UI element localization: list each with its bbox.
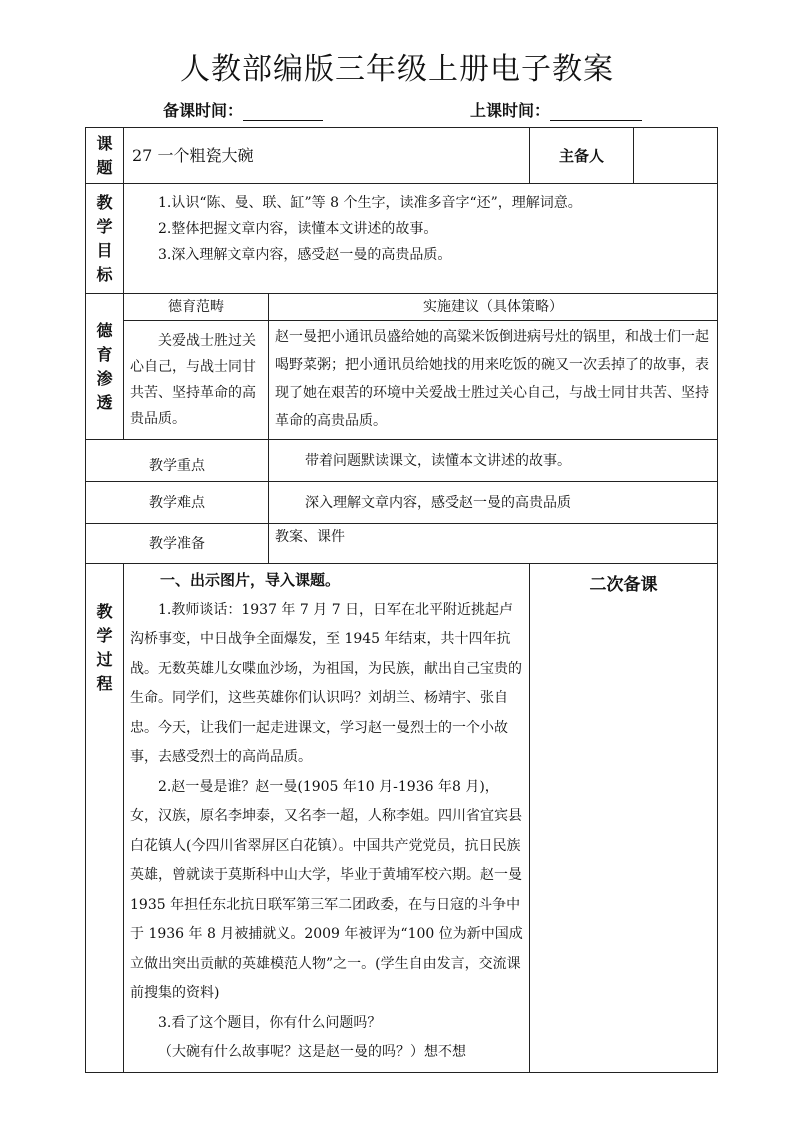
process-paragraph: （大碗有什么故事呢？这是赵一曼的吗？）想不想 [158,1044,466,1060]
difficulty-value: 深入理解文章内容，感受赵一曼的高贵品质 [269,482,718,524]
lead-value [634,128,718,184]
key-point-label: 教学重点 [86,440,269,482]
page-title: 人教部编版三年级上册电子教案 [180,52,614,87]
section-title: 一、出示图片，导入课题。 [160,571,341,589]
objective-item: 2.整体把握文章内容，读懂本文讲述的故事。 [158,221,438,237]
key-point-row [86,440,718,482]
objective-item: 1.认识“陈、曼、联、缸”等 8 个生字，读准多音字“还”，理解词意。 [158,195,582,211]
moral-category: 关爱战士胜过关心自己，与战士同甘共苦、坚持革命的高贵品质。 [124,321,269,440]
moral-strategy: 赵一曼把小通讯员盛给她的高粱米饭倒进病号灶的锅里，和战士们一起喝野菜粥；把小通讯员给她找的用来吃饭的碗又一次丢掉了的故事，表现了她在艰苦的环境中关爱战士胜过关心自己，与战士同甘共苦、坚持革命的高贵品质。 [269,321,718,440]
difficulty-row [86,482,718,524]
objective-item: 3.深入理解文章内容，感受赵一曼的高贵品质。 [158,247,452,263]
class-time-blank [550,102,642,121]
topic-label: 课 题 [86,128,124,184]
moral-strategy-header: 实施建议（具体策略） [269,294,718,321]
class-time [470,98,642,121]
moral-category-header: 德育范畴 [124,294,269,321]
moral-label: 德 育 渗 透 [86,294,124,440]
difficulty-label: 教学难点 [86,482,269,524]
process-paragraph: 1.教师谈话：1937 年 7 月 7 日，日军在北平附近挑起卢沟桥事变，中日战争全面爆发，至 1945 年结束，共十四年抗战。无数英雄儿女喋血沙场，为祖国，为民族，献出自己宝贵的生命。同学们，这些英雄你们认识吗？刘胡兰、杨靖宇、张自忠。今天，让我们一起走进课文，学习赵一曼烈士的一个小故事，去感受烈士的高尚品质。 [130,601,522,765]
preparation-label: 教学准备 [86,524,269,564]
objectives-label: 教 学 目 标 [86,184,124,294]
topic-row [86,128,718,184]
moral-content-row [86,321,718,440]
class-time-label: 上课时间： [470,101,551,120]
preparation-value: 教案、课件 [269,524,718,564]
prep-time-label: 备课时间： [163,101,244,120]
process-label: 教 学 过 程 [86,564,124,1073]
key-point-value: 带着问题默读课文，读懂本文讲述的故事。 [269,440,718,482]
secondary-prep-header: 二次备课 [530,564,718,1073]
topic-value: 27 一个粗瓷大碗 [124,128,530,184]
process-content [124,564,530,1073]
process-row [86,564,718,1073]
prep-time-blank [243,102,323,121]
objectives-row [86,184,718,294]
preparation-row [86,524,718,564]
moral-header-row [86,294,718,321]
prep-time [163,98,323,121]
process-paragraph: 3.看了这个题目，你有什么问题吗？ [158,1014,382,1031]
lead-label: 主备人 [530,128,634,184]
lesson-plan-table [85,127,718,1073]
process-paragraph: 2.赵一曼是谁？赵一曼(1905 年10 月-1936 年8 月)，女，汉族，原名李坤泰，又名李一超，人称李姐。四川省宜宾县白花镇人(今四川省翠屏区白花镇）。中国共产党党员，抗日民族英雄，曾就读于莫斯科中山大学，毕业于黄埔军校六期。赵一曼 1935 年担任东北抗日联军第三军二团政委，在与日寇的斗争中于 1936 年 8 月被捕就义。2009 年被评为“100 位为新中国成立做出突出贡献的英雄模范人物”之一。(学生自由发言，交流课前搜集的资料) [130,778,523,1001]
objectives-list [124,184,718,294]
